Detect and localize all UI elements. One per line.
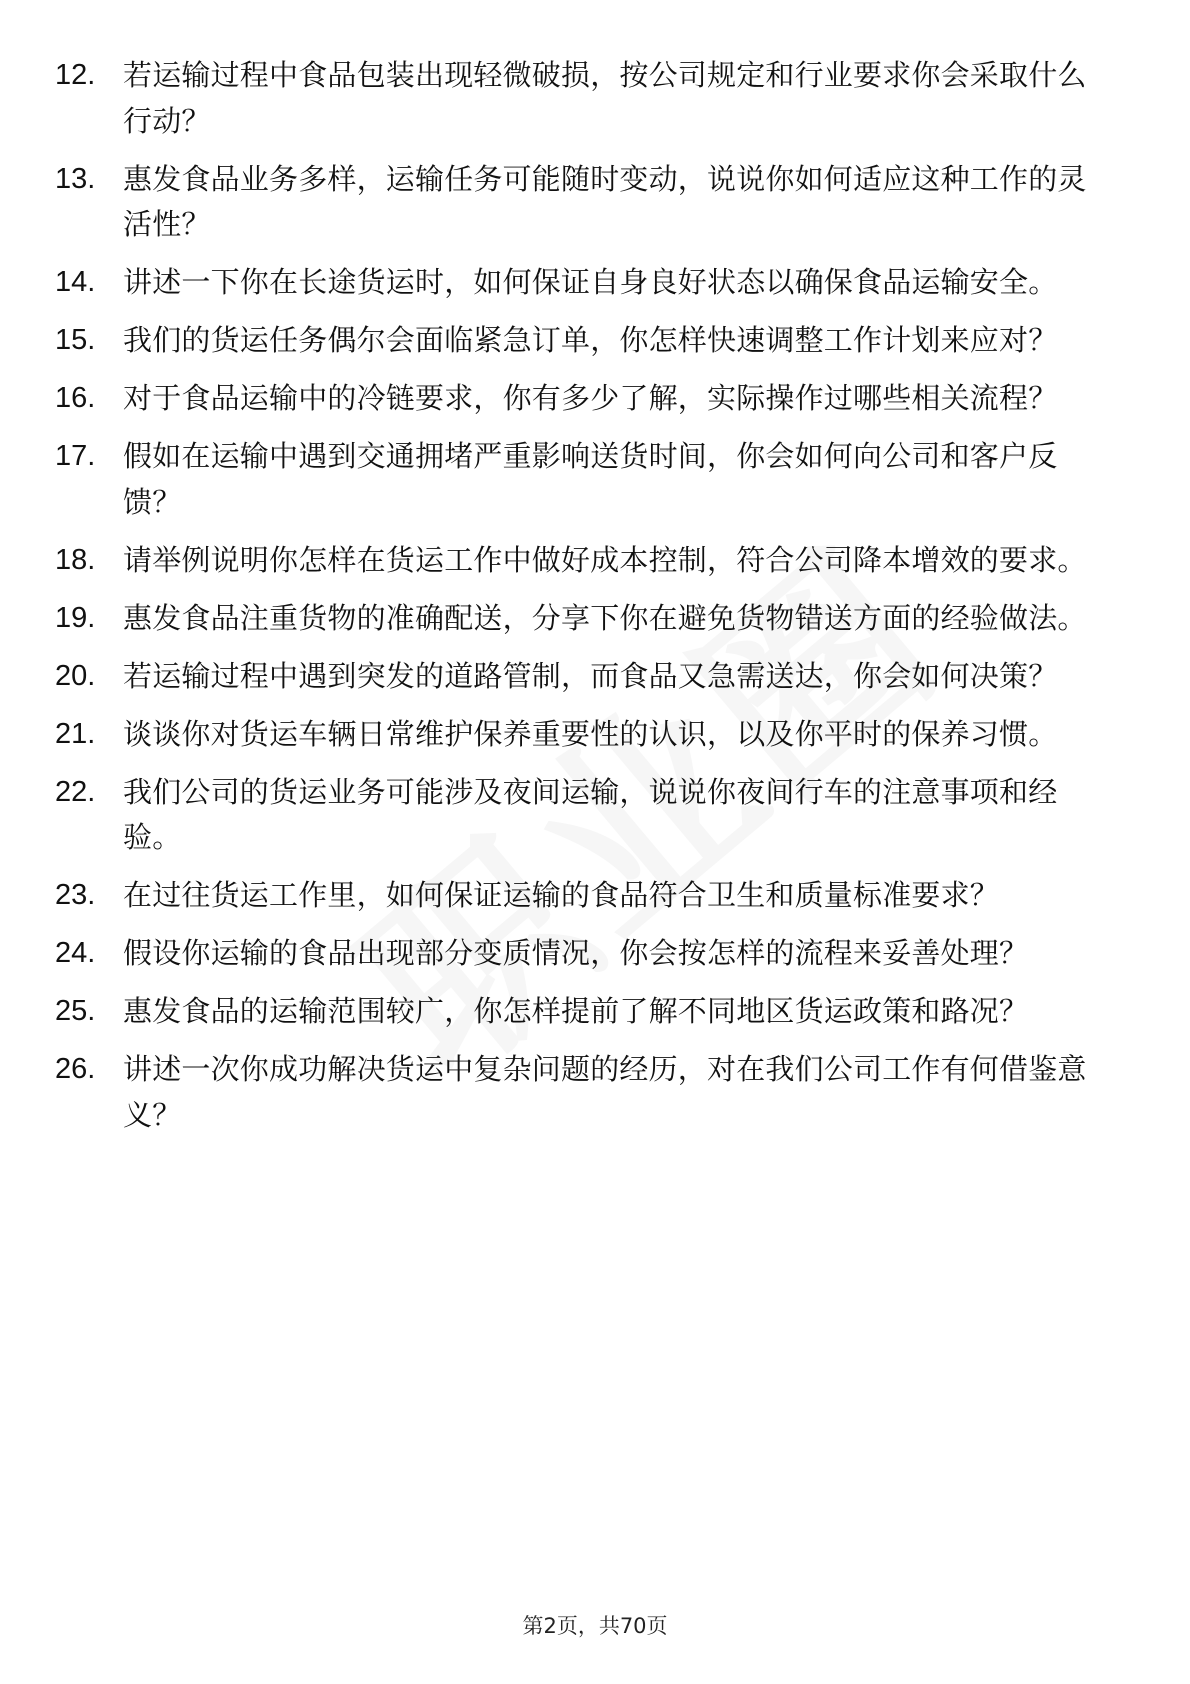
question-number: 13. <box>55 162 96 195</box>
question-number: 20. <box>55 659 96 692</box>
question-number: 15. <box>55 324 96 356</box>
question-text: 惠发食品的运输范围较广，你怎样提前了解不同地区货运政策和路况？ <box>123 994 1029 1028</box>
question-number: 16. <box>55 382 96 414</box>
question-item-16 <box>55 376 1115 422</box>
question-item-26 <box>55 1047 1115 1138</box>
question-number: 23. <box>55 879 96 911</box>
question-item-23 <box>55 873 1115 919</box>
question-text: 若运输过程中遇到突发的道路管制，而食品又急需送达，你会如何决策？ <box>123 658 1058 693</box>
question-text: 讲述一下你在长途货运时，如何保证自身良好状态以确保食品运输安全。 <box>123 265 1058 299</box>
question-number: 18. <box>55 543 96 576</box>
question-item-24 <box>55 931 1115 977</box>
question-text: 我们的货运任务偶尔会面临紧急订单，你怎样快速调整工作计划来应对？ <box>123 323 1058 357</box>
question-item-17 <box>55 434 1115 525</box>
question-item-15 <box>55 318 1115 364</box>
question-item-22 <box>55 770 1115 861</box>
question-item-12 <box>55 53 1115 144</box>
question-item-21 <box>55 712 1115 758</box>
question-text: 在过往货运工作里，如何保证运输的食品符合卫生和质量标准要求？ <box>123 878 1000 912</box>
question-item-19 <box>55 596 1115 642</box>
question-number: 21. <box>55 717 96 750</box>
question-number: 22. <box>55 775 96 808</box>
question-number: 24. <box>55 937 96 969</box>
question-text: 假设你运输的食品出现部分变质情况，你会按怎样的流程来妥善处理？ <box>123 936 1029 970</box>
question-item-14 <box>55 260 1115 306</box>
question-number: 12. <box>55 59 96 91</box>
question-text: 惠发食品注重货物的准确配送，分享下你在避免货物错送方面的经验做法。 <box>123 600 1087 635</box>
question-text: 讲述一次你成功解决货运中复杂问题的经历，对在我们公司工作有何借鉴意义？ <box>123 1052 1087 1132</box>
question-text: 谈谈你对货运车辆日常维护保养重要性的认识，以及你平时的保养习惯。 <box>123 716 1058 751</box>
question-number: 26. <box>55 1053 96 1085</box>
question-item-18 <box>55 538 1115 584</box>
question-number: 25. <box>55 995 96 1027</box>
question-text: 假如在运输中遇到交通拥堵严重影响送货时间，你会如何向公司和客户反馈？ <box>123 439 1058 519</box>
question-item-25 <box>55 989 1115 1035</box>
question-number: 19. <box>55 601 96 634</box>
question-item-20 <box>55 654 1115 700</box>
question-number: 14. <box>55 266 96 298</box>
question-number: 17. <box>55 440 96 472</box>
question-text: 我们公司的货运业务可能涉及夜间运输，说说你夜间行车的注意事项和经验。 <box>123 774 1058 854</box>
question-list <box>55 53 1115 1151</box>
question-text: 若运输过程中食品包装出现轻微破损，按公司规定和行业要求你会采取什么行动？ <box>123 58 1087 138</box>
question-item-13 <box>55 157 1115 248</box>
question-text: 惠发食品业务多样，运输任务可能随时变动，说说你如何适应这种工作的灵活性？ <box>123 161 1087 241</box>
question-text: 对于食品运输中的冷链要求，你有多少了解，实际操作过哪些相关流程？ <box>123 381 1058 415</box>
page-footer: 第2页，共70页 <box>522 1614 668 1638</box>
question-text: 请举例说明你怎样在货运工作中做好成本控制，符合公司降本增效的要求。 <box>123 542 1087 577</box>
